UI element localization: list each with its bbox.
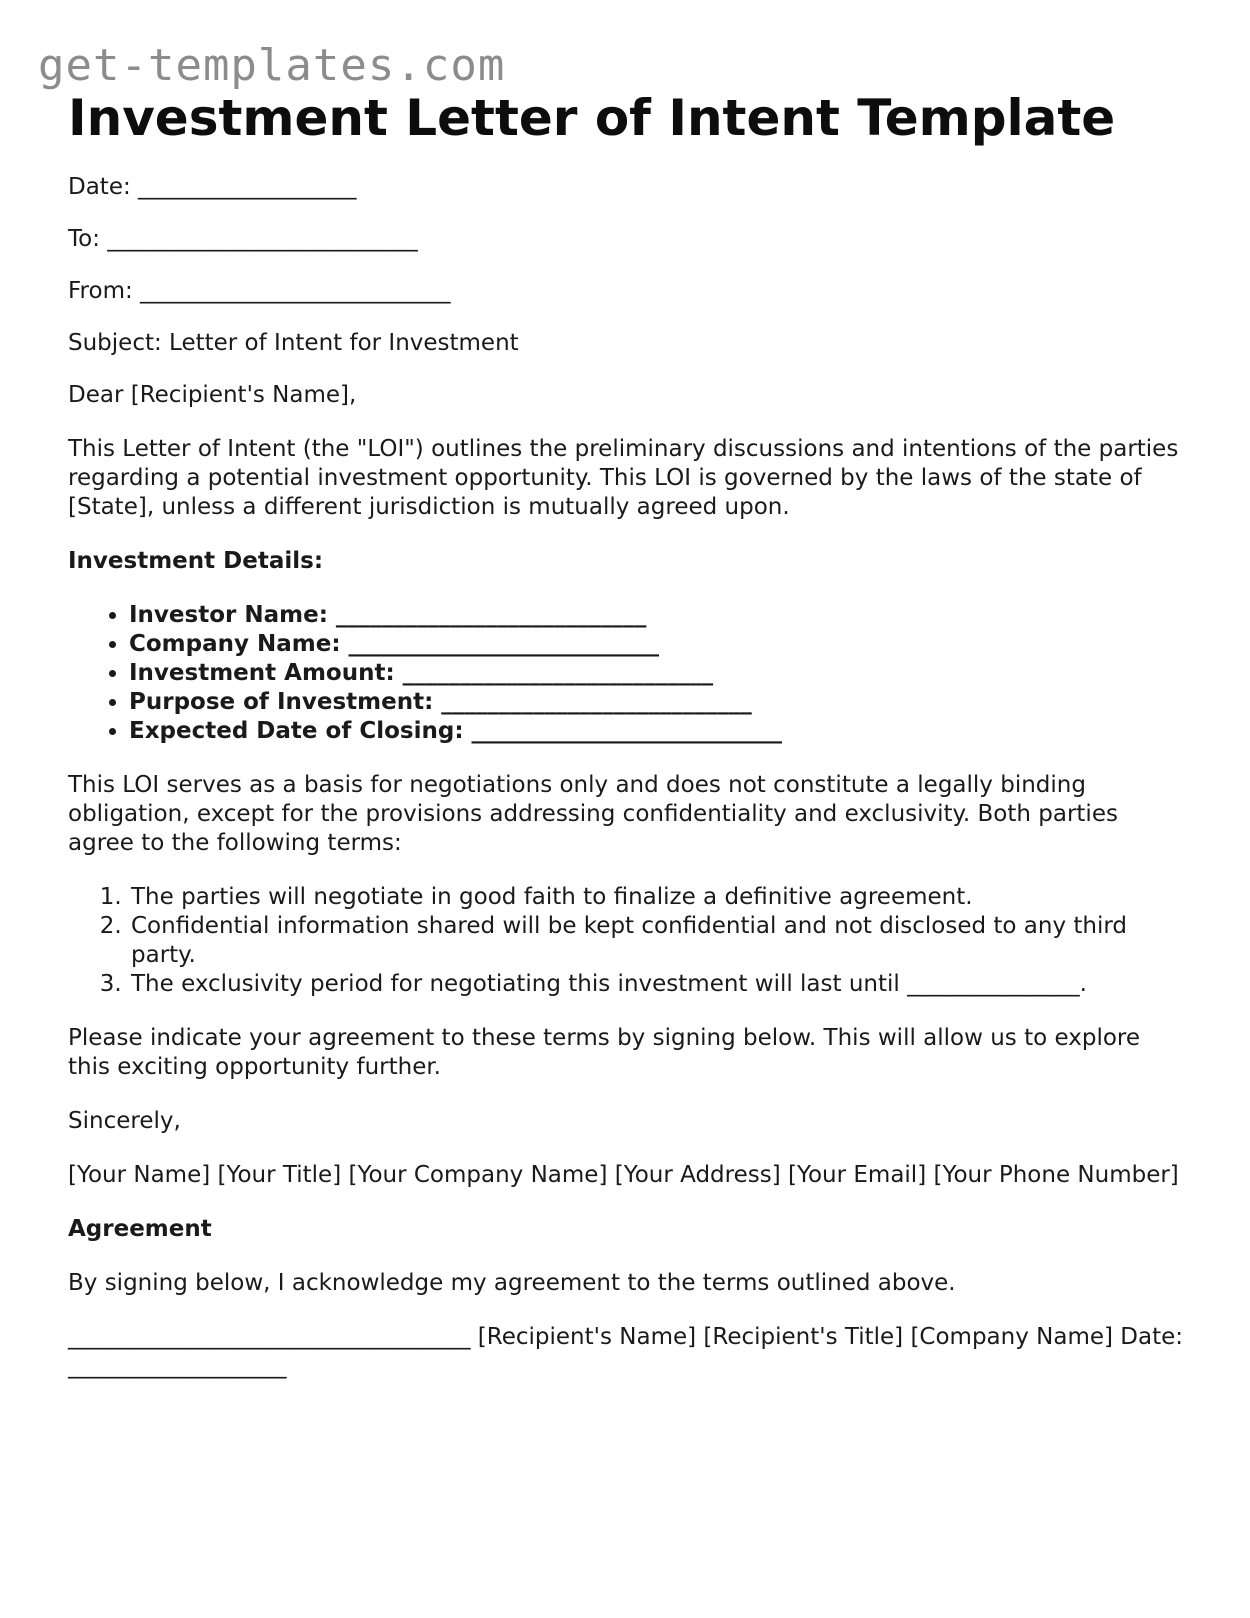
sender-block: [Your Name] [Your Title] [Your Company Name] [Your Address] [Your Email] [Your Phone Number]: [68, 1162, 1179, 1188]
list-item: • Investor Name: ___________________________: [129, 601, 1188, 630]
list-item: • Purpose of Investment: ___________________________: [129, 688, 1188, 717]
terms-intro-paragraph: This LOI serves as a basis for negotiations only and does not constitute a legally binding obligation, except for the provisions addressing confidentiality and exclusivity. Both parties agree to the following terms:: [68, 772, 1118, 856]
list-item: 1. The parties will negotiate in good faith to finalize a definitive agreement.: [129, 883, 1188, 912]
investment-details-heading: Investment Details:: [68, 548, 324, 574]
from-field: From: ___________________________: [68, 278, 451, 304]
list-item: • Expected Date of Closing: ___________________________: [129, 717, 1188, 746]
to-field: To: ___________________________: [68, 226, 418, 252]
list-item: 3. The exclusivity period for negotiating this investment will last until _______________.: [129, 970, 1188, 999]
list-item: • Company Name: ___________________________: [129, 630, 1188, 659]
agreement-statement: By signing below, I acknowledge my agreement to the terms outlined above.: [68, 1270, 956, 1296]
intro-paragraph: This Letter of Intent (the "LOI") outlines the preliminary discussions and intentions of the parties regarding a potential investment opportunity. This LOI is governed by the laws of the state of [State], unless a different jurisdiction is mutually agreed upon.: [68, 436, 1179, 520]
closing-request-paragraph: Please indicate your agreement to these terms by signing below. This will allow us to explore this exciting opportunity further.: [68, 1025, 1141, 1080]
investment-details-list: [68, 601, 1188, 746]
watermark-text: get-templates.com: [38, 40, 506, 91]
list-item: • Investment Amount: ___________________________: [129, 659, 1188, 688]
salutation: Dear [Recipient's Name],: [68, 382, 357, 408]
sign-off: Sincerely,: [68, 1108, 181, 1134]
document-page: [68, 84, 1188, 1406]
terms-list: [68, 883, 1188, 999]
document-title: Investment Letter of Intent Template: [68, 89, 1116, 147]
agreement-heading: Agreement: [68, 1216, 212, 1242]
subject-line: Subject: Letter of Intent for Investment: [68, 330, 519, 356]
list-item: 2. Confidential information shared will be kept confidential and not disclosed to any third party.: [129, 912, 1188, 970]
date-field: Date: ___________________: [68, 174, 357, 200]
signature-block: ___________________________________ [Recipient's Name] [Recipient's Title] [Company Name] Date: ___________________: [68, 1324, 1184, 1379]
